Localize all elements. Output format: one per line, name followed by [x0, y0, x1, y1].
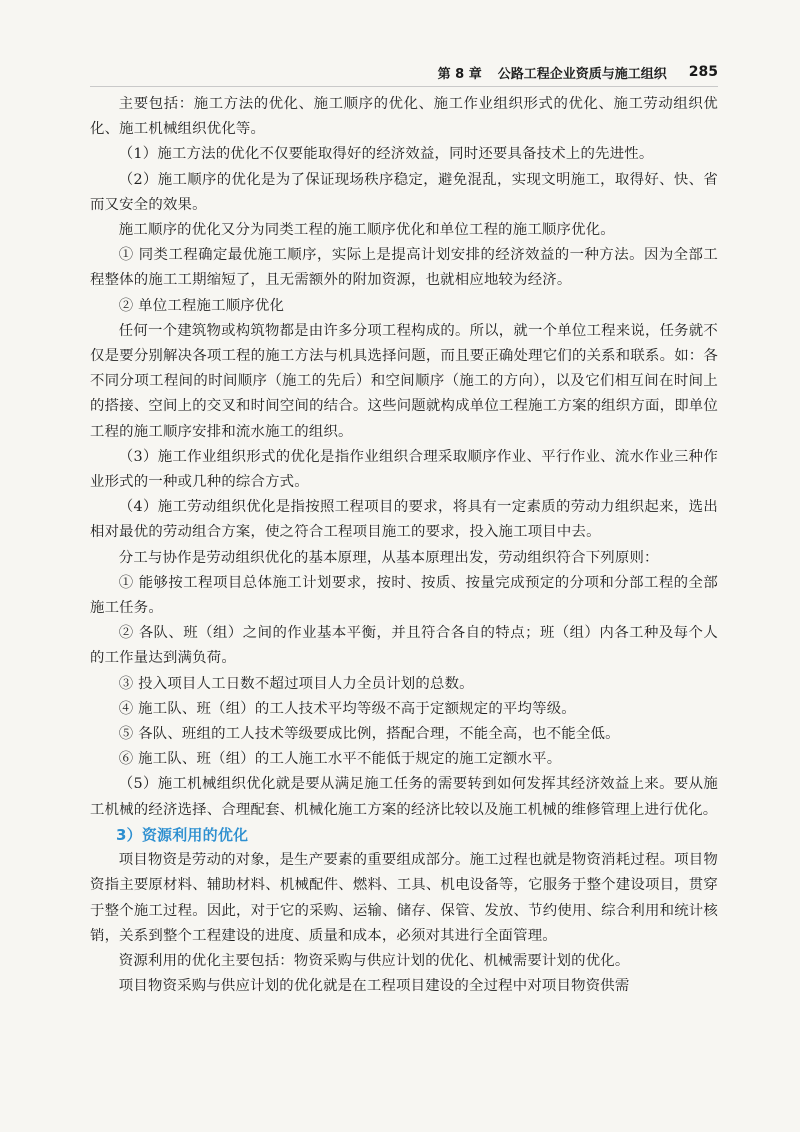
chapter-number: 第 8 章 — [437, 66, 482, 82]
paragraph: （3）施工作业组织形式的优化是指作业组织合理采取顺序作业、平行作业、流水作业三种作业形式的一种或几种的综合方式。 — [90, 448, 718, 491]
page-number: 285 — [688, 64, 718, 80]
paragraph: ② 各队、班（组）之间的作业基本平衡，并且符合各自的特点；班（组）内各工种及每个人的工作量达到满负荷。 — [90, 625, 718, 667]
paragraph: ⑥ 施工队、班（组）的工人施工水平不能低于规定的施工定额水平。 — [118, 751, 562, 768]
paragraph: ③ 投入项目人工日数不超过项目人力全员计划的总数。 — [118, 675, 474, 692]
paragraph: 施工顺序的优化又分为同类工程的施工顺序优化和单位工程的施工顺序优化。 — [118, 222, 615, 239]
paragraph: 任何一个建筑物或构筑物都是由许多分项工程构成的。所以，就一个单位工程来说，任务就不仅是要分别解决各项工程的施工方法与机具选择问题，而且要正确处理它们的关系和联系。如：各不同分项工程间的时间顺序（施工的先后）和空间顺序（施工的方向），以及它们相互间在时间上的搭接、空间上的交叉和时间空间的结合。这些问题就构成单位工程施工方案的组织方面，即单位工程的施工顺序安排和流水施工的组织。 — [90, 322, 718, 440]
paragraph: （1）施工方法的优化不仅要能取得好的经济效益，同时还要具备技术上的先进性。 — [118, 146, 654, 163]
paragraph: ① 同类工程确定最优施工顺序，实际上是提高计划安排的经济效益的一种方法。因为全部工程整体的施工工期缩短了，且无需额外的附加资源，也就相应地较为经济。 — [90, 247, 718, 289]
paragraph: ④ 施工队、班（组）的工人技术平均等级不高于定额规定的平均等级。 — [118, 700, 576, 717]
running-header — [90, 58, 718, 86]
paragraph: ① 能够按工程项目总体施工计划要求，按时、按质、按量完成预定的分项和分部工程的全部施工任务。 — [90, 574, 718, 617]
chapter-title: 公路工程企业资质与施工组织 — [497, 66, 667, 82]
section-heading: 3）资源利用的优化 — [116, 825, 249, 844]
paragraph: （4）施工劳动组织优化是指按照工程项目的要求，将具有一定素质的劳动力组织起来，选出相对最优的劳动组合方案，使之符合工程项目施工的要求，投入施工项目中去。 — [90, 499, 718, 541]
paragraph: ⑤ 各队、班组的工人技术等级要成比例，搭配合理，不能全高，也不能全低。 — [118, 726, 620, 743]
paragraph: 分工与协作是劳动组织优化的基本原理，从基本原理出发，劳动组织符合下列原则： — [118, 549, 659, 566]
paragraph: ② 单位工程施工顺序优化 — [118, 297, 285, 314]
paragraph: （5）施工机械组织优化就是要从满足施工任务的需要转到如何发挥其经济效益上来。要从施工机械的经济选择、合理配套、机械化施工方案的经济比较以及施工机械的维修管理上进行优化。 — [90, 776, 718, 818]
paragraph: 项目物资采购与供应计划的优化就是在工程项目建设的全过程中对项目物资供需 — [118, 978, 630, 995]
paragraph: 项目物资是劳动的对象，是生产要素的重要组成部分。施工过程也就是物资消耗过程。项目物资指主要原材料、辅助材料、机械配件、燃料、工具、机电设备等，它服务于整个建设项目，贯穿于整个施工过程。因此，对于它的采购、运输、储存、保管、发放、节约使用、综合利用和统计核销，关系到整个工程建设的进度、质量和成本，必须对其进行全面管理。 — [90, 852, 718, 944]
header-divider — [90, 86, 718, 87]
body-text — [90, 92, 718, 999]
paragraph: 主要包括：施工方法的优化、施工顺序的优化、施工作业组织形式的优化、施工劳动组织优化、施工机械组织优化等。 — [90, 96, 718, 138]
paragraph: （2）施工顺序的优化是为了保证现场秩序稳定，避免混乱，实现文明施工，取得好、快、省而又安全的效果。 — [90, 171, 718, 213]
paragraph: 资源利用的优化主要包括：物资采购与供应计划的优化、机械需要计划的优化。 — [118, 952, 630, 969]
